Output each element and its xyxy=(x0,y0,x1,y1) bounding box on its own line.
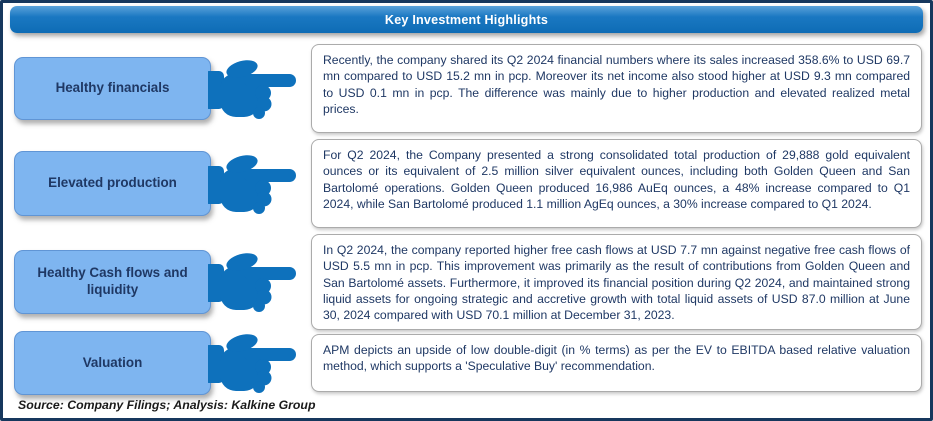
highlight-label-elevated-production xyxy=(14,151,211,216)
highlight-description-text: Recently, the company shared its Q2 2024 financial numbers where its sales increased 358.6% to USD 69.7 mn compared to USD 15.2 mn in pcp. Moreover its net income also stood higher at USD 9.3 mn compared to USD 0.1 mn in pcp. The difference was mainly due to higher production and elevated realized metal prices. xyxy=(323,53,910,116)
highlight-label-text: Healthy Cash flows and liquidity xyxy=(37,265,188,297)
highlight-label-cash-flows-liquidity xyxy=(14,250,211,314)
highlight-label-text: Elevated production xyxy=(48,175,177,191)
pointing-hand-icon xyxy=(208,252,296,312)
pointing-hand-icon xyxy=(208,333,296,393)
highlight-description-healthy-financials xyxy=(311,44,922,133)
pointing-hand-icon xyxy=(208,59,296,119)
highlight-row-valuation xyxy=(3,330,930,396)
highlight-label-healthy-financials xyxy=(14,57,211,120)
panel-title-bar xyxy=(10,6,923,33)
highlight-label-text: Valuation xyxy=(82,354,143,370)
highlight-row-elevated-production xyxy=(3,139,930,228)
source-note: Source: Company Filings; Analysis: Kalkine Group xyxy=(18,398,316,412)
highlight-description-valuation xyxy=(311,334,922,392)
highlight-label-text: Healthy financials xyxy=(55,80,170,96)
panel-title: Key Investment Highlights xyxy=(384,12,549,27)
highlight-description-text: APM depicts an upside of low double-digit (in % terms) as per the EV to EBITDA based relative valuation method, which supports a 'Speculative Buy' recommendation. xyxy=(323,343,910,374)
highlight-description-text: In Q2 2024, the company reported higher free cash flows at USD 7.7 mn against negative free cash flows of USD 5.5 mn in pcp. This improvement was primarily as the result of contributions from Golden Queen and San Bartolomé assets. Furthermore, it improved its financial position during Q2 2024, and maintained strong liquid assets for ongoing strategic and accretive growth with total liquid assets of USD 87.0 million at June 30, 2024 compared with USD 70.1 million at December 31, 2023. xyxy=(323,243,910,323)
highlight-label-valuation xyxy=(14,331,211,395)
highlight-row-healthy-financials xyxy=(3,44,930,133)
highlight-description-elevated-production xyxy=(311,139,922,228)
highlight-description-cash-flows-liquidity xyxy=(311,234,922,330)
highlight-description-text: For Q2 2024, the Company presented a strong consolidated total production of 29,888 gold equivalent ounces or its equivalent of 2.5 million silver equivalent ounces, including both Golden Queen and San Bartolomé operations. Golden Queen produced 16,986 AuEq ounces, a 48% increase compared to Q1 2024, while San Bartolomé produced 1.1 million AgEq ounces, a 30% increase compared to Q1 2024. xyxy=(323,148,910,211)
pointing-hand-icon xyxy=(208,154,296,214)
highlight-row-cash-flows-liquidity xyxy=(3,234,930,330)
